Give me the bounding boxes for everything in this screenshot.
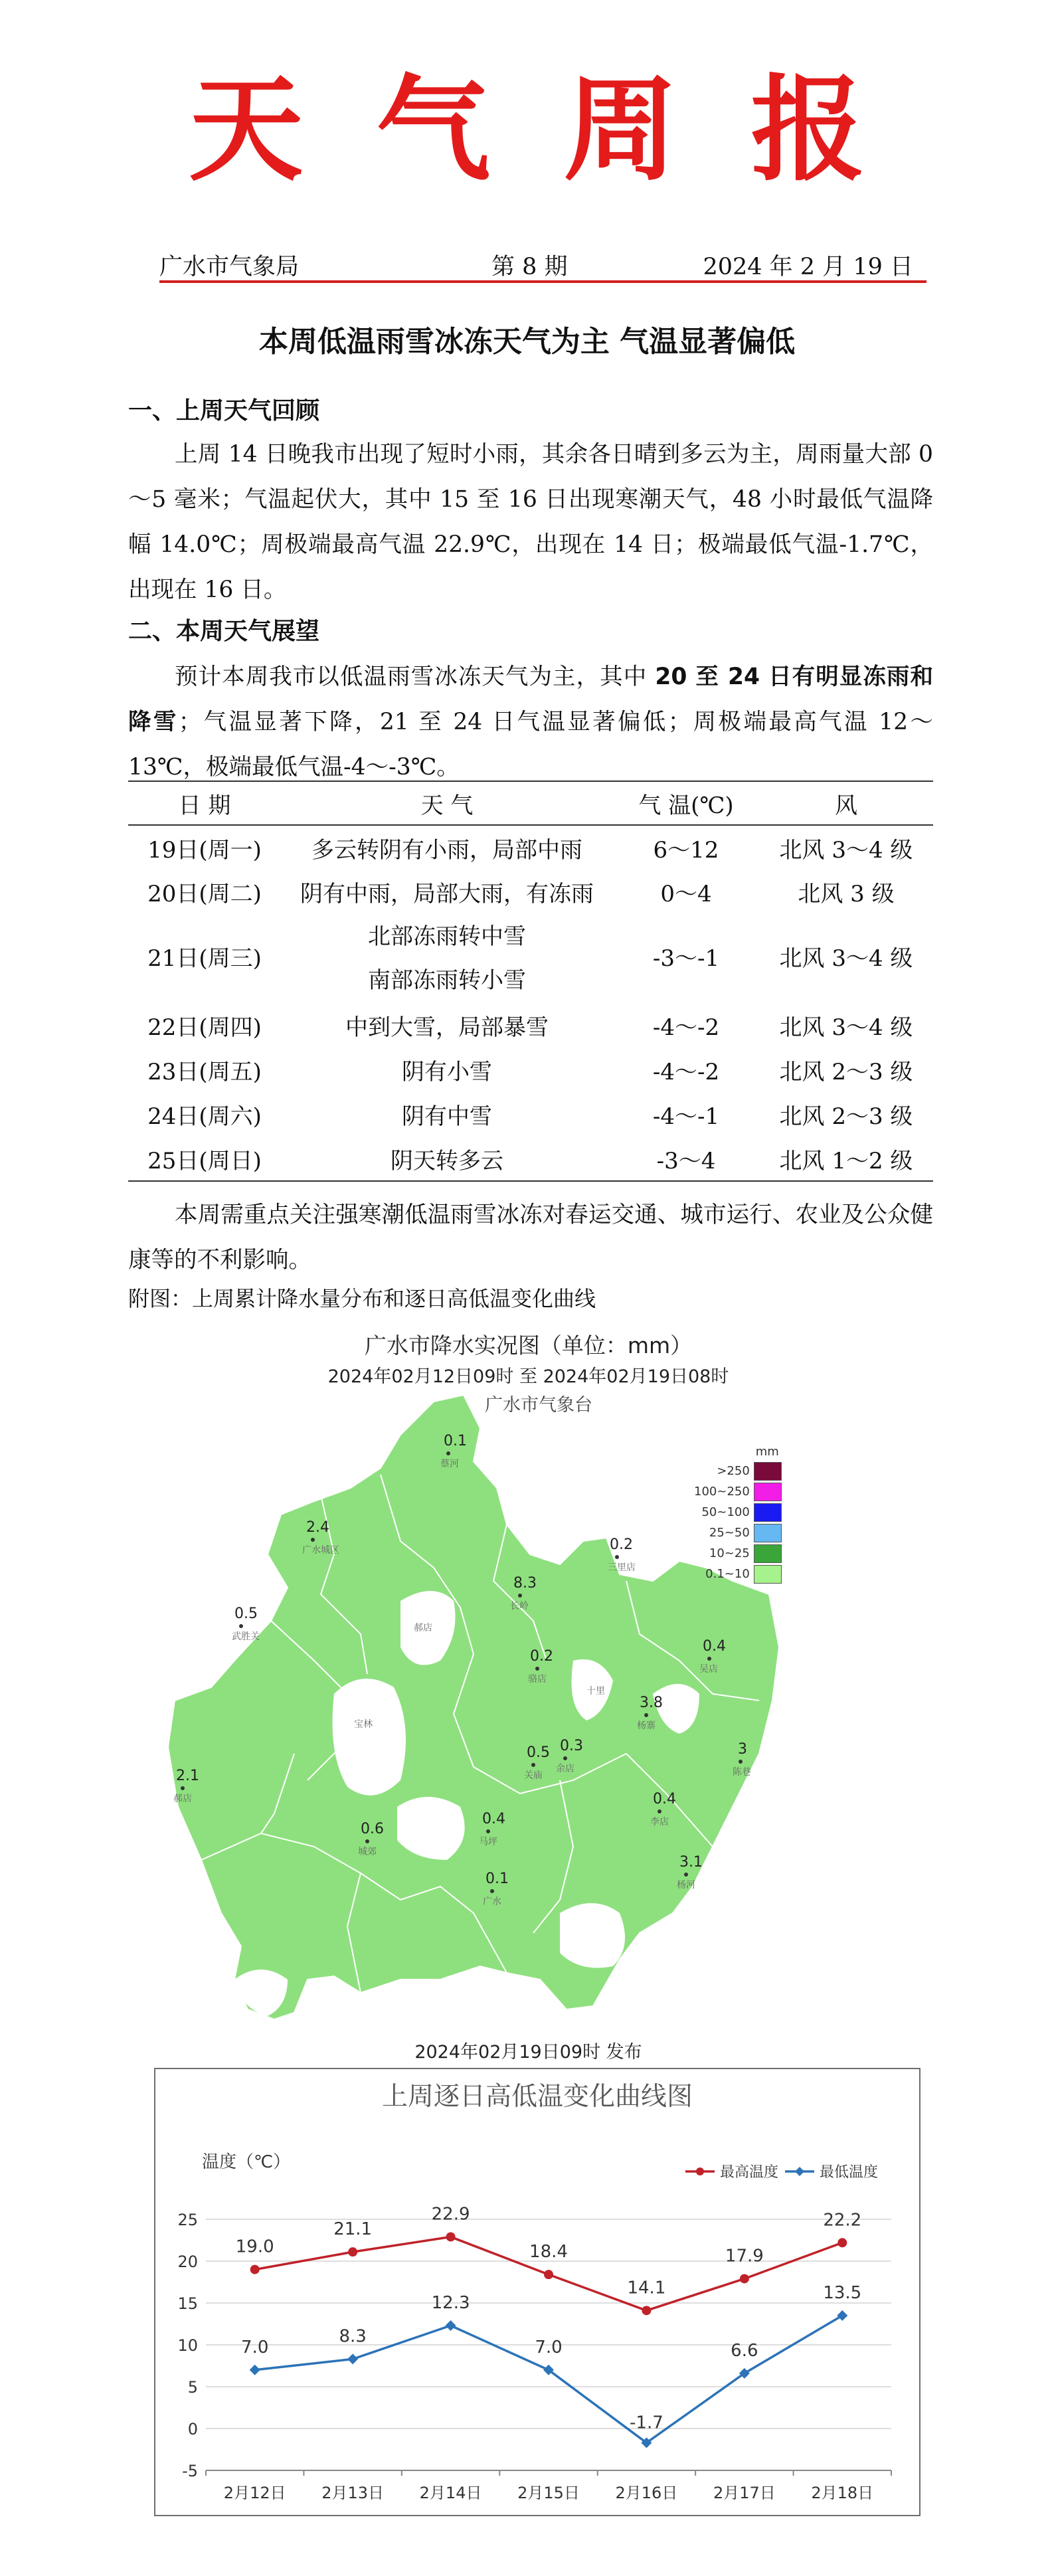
row-date: 22日(周四) — [147, 1014, 262, 1041]
data-label: 19.0 — [235, 2237, 274, 2257]
district-label: 十里 — [586, 1686, 605, 1697]
y-tick-label: 5 — [187, 2378, 198, 2397]
legend-label: 10~25 — [709, 1546, 750, 1560]
row-weather: 阴有中雪 — [402, 1103, 492, 1130]
svg-text:武胜关: 武胜关 — [232, 1631, 260, 1642]
precip-map-agency: 广水市气象台 — [485, 1395, 592, 1416]
header-date: 日 期 — [178, 792, 231, 819]
svg-text:0.5: 0.5 — [527, 1744, 550, 1761]
row-date: 21日(周三) — [147, 945, 262, 972]
table-row — [128, 825, 933, 870]
legend-swatch — [754, 1462, 782, 1481]
y-tick-label: 0 — [187, 2420, 198, 2438]
data-label: 22.9 — [431, 2204, 470, 2225]
data-label: 8.3 — [339, 2326, 367, 2347]
x-tick-label: 2月17日 — [713, 2484, 776, 2502]
legend-item — [694, 1564, 782, 1584]
report-title: 天气周报 — [189, 62, 938, 197]
x-tick-label: 2月18日 — [811, 2484, 874, 2502]
legend-item — [694, 1481, 782, 1502]
legend-item — [694, 1502, 782, 1522]
table-header-row — [128, 781, 933, 825]
svg-text:2.4: 2.4 — [306, 1519, 329, 1536]
data-label: 22.2 — [823, 2210, 862, 2231]
row-weather-line2: 南部冻雨转小雪 — [368, 967, 526, 994]
data-label: 13.5 — [823, 2282, 862, 2303]
row-wind: 北风 3 级 — [798, 881, 895, 907]
precip-map — [161, 1382, 895, 2039]
svg-text:杨寨: 杨寨 — [637, 1720, 656, 1731]
legend-swatch — [754, 1524, 782, 1542]
x-tick-label: 2月16日 — [615, 2484, 678, 2502]
row-weather: 多云转阴有小雨，局部中雨 — [311, 836, 582, 864]
row-date: 20日(周二) — [147, 881, 262, 907]
data-point-max — [544, 2270, 553, 2279]
outlook-text-part1: 预计本周我市以低温雨雪冰冻天气为主，其中 — [175, 664, 656, 690]
legend-unit: mm — [755, 1445, 779, 1459]
svg-text:0.3: 0.3 — [560, 1738, 583, 1754]
table-row — [128, 1092, 933, 1137]
row-temp: 0～4 — [660, 881, 712, 907]
legend-swatch — [754, 1565, 782, 1584]
issue-number: 第 8 期 — [491, 254, 568, 280]
station-wushengguan — [232, 1606, 260, 1642]
outlook-text-part2: ；气温显著下降，21 至 24 日气温显著偏低；周极端最高气温 12～13℃，极端最低气温-4～-3℃。 — [128, 709, 933, 781]
y-tick-label: 20 — [177, 2253, 198, 2271]
data-point-max — [642, 2306, 651, 2315]
svg-text:广水: 广水 — [483, 1896, 501, 1907]
data-label: 7.0 — [535, 2337, 563, 2357]
y-tick-label: 10 — [177, 2336, 198, 2355]
table-row — [128, 1137, 933, 1181]
precip-map-release: 2024年02月19日09时 发布 — [414, 2042, 642, 2063]
x-tick-label: 2月12日 — [223, 2484, 286, 2502]
row-temp: -3～-1 — [652, 945, 720, 972]
svg-text:郝店: 郝店 — [173, 1794, 192, 1804]
precip-map-period: 2024年02月12日09时 至 2024年02月19日08时 — [327, 1366, 729, 1387]
row-wind: 北风 2～3 级 — [779, 1103, 913, 1130]
data-label: -1.7 — [630, 2413, 663, 2433]
data-point-min — [837, 2310, 847, 2321]
legend-label: >250 — [717, 1464, 750, 1478]
svg-text:0.5: 0.5 — [234, 1606, 258, 1622]
row-weather-line1: 北部冻雨转中雪 — [368, 923, 526, 950]
svg-text:0.6: 0.6 — [361, 1821, 384, 1837]
row-temp: -4～-1 — [652, 1103, 720, 1130]
svg-text:8.3: 8.3 — [513, 1575, 537, 1592]
precip-map-title: 广水市降水实况图（单位：mm） — [364, 1333, 693, 1358]
row-wind: 北风 3～4 级 — [779, 945, 913, 972]
svg-text:2.1: 2.1 — [176, 1768, 199, 1784]
y-tick-label: 15 — [177, 2294, 198, 2313]
svg-text:城郊: 城郊 — [358, 1847, 377, 1857]
organization: 广水市气象局 — [159, 254, 300, 280]
legend-item — [694, 1461, 782, 1481]
svg-text:骆店: 骆店 — [528, 1674, 547, 1685]
data-point-max — [250, 2265, 260, 2274]
temp-chart-title: 上周逐日高低温变化曲线图 — [381, 2082, 693, 2112]
data-label: 7.0 — [241, 2337, 269, 2357]
x-tick-label: 2月14日 — [419, 2484, 482, 2502]
row-date: 24日(周六) — [147, 1103, 262, 1130]
svg-text:关庙: 关庙 — [524, 1770, 543, 1781]
svg-text:三里店: 三里店 — [608, 1562, 636, 1573]
closing-text: 本周需重点关注强寒潮低温雨雪冰冻对春运交通、城市运行、农业及公众健康等的不利影响。 — [128, 1202, 933, 1273]
legend-label: 25~50 — [709, 1526, 750, 1540]
row-wind: 北风 3～4 级 — [779, 836, 913, 864]
svg-text:0.1: 0.1 — [485, 1871, 509, 1887]
data-point-max — [837, 2238, 847, 2247]
header-temperature: 气 温(℃) — [638, 792, 734, 819]
svg-text:陈巷: 陈巷 — [733, 1767, 751, 1778]
svg-text:李店: 李店 — [650, 1817, 669, 1827]
legend-label: 100~250 — [694, 1485, 750, 1499]
forecast-table — [128, 781, 933, 1182]
issue-date: 2024 年 2 月 19 日 — [703, 254, 913, 280]
data-label: 12.3 — [431, 2293, 470, 2314]
svg-text:广水城区: 广水城区 — [302, 1545, 339, 1556]
legend-label: 50~100 — [701, 1505, 750, 1519]
svg-text:0.2: 0.2 — [610, 1536, 633, 1553]
row-wind: 北风 2～3 级 — [779, 1059, 913, 1085]
svg-text:0.4: 0.4 — [703, 1638, 726, 1655]
chart-ylabel: 温度（℃） — [202, 2152, 291, 2172]
row-temp: 6～12 — [653, 836, 719, 864]
legend-swatch — [754, 1544, 782, 1563]
svg-text:余店: 余店 — [556, 1764, 574, 1774]
svg-text:0.1: 0.1 — [444, 1433, 467, 1449]
section-review-text: 上周 14 日晚我市出现了短时小雨，其余各日晴到多云为主，周雨量大部 0～5 毫米；气温起伏大，其中 15 至 16 日出现寒潮天气，48 小时最低气温降幅 14.0℃；周极端最高气温 22.9℃，出现在 14 日；极端最低气温-1.7℃，出现在 16 日。 — [128, 441, 933, 603]
row-weather: 阴有中雨，局部大雨，有冻雨 — [300, 881, 594, 907]
svg-text:0.4: 0.4 — [482, 1811, 505, 1827]
section-outlook-text — [128, 654, 933, 790]
precip-legend — [694, 1445, 782, 1584]
svg-text:0.2: 0.2 — [530, 1648, 553, 1665]
row-date: 19日(周一) — [147, 836, 262, 864]
outlook-text-bold: 20 至 24 日有明显冻雨和降雪 — [128, 664, 934, 735]
temp-chart — [154, 2068, 921, 2516]
x-tick-label: 2月13日 — [321, 2484, 385, 2502]
data-label: 18.4 — [529, 2242, 568, 2262]
legend-swatch — [754, 1503, 782, 1522]
y-tick-label: 25 — [177, 2211, 198, 2229]
legend-marker — [696, 2167, 704, 2175]
legend-swatch — [754, 1483, 782, 1501]
legend-label: 0.1~10 — [705, 1567, 750, 1581]
legend-label: 最高温度 — [720, 2164, 779, 2181]
figure-caption: 附图：上周累计降水量分布和逐日高低温变化曲线 — [128, 1286, 596, 1311]
data-label: 17.9 — [725, 2246, 764, 2266]
district-label: 宝林 — [354, 1719, 373, 1730]
legend-label: 最低温度 — [820, 2164, 879, 2181]
row-weather: 阴天转多云 — [391, 1147, 503, 1174]
svg-text:马坪: 马坪 — [479, 1837, 497, 1847]
legend-item — [694, 1543, 782, 1564]
issue-info-bar — [159, 246, 926, 283]
section-review-heading: 一、上周天气回顾 — [128, 397, 320, 424]
row-wind: 北风 1～2 级 — [779, 1147, 913, 1174]
svg-text:3.8: 3.8 — [640, 1695, 663, 1711]
table-row — [128, 914, 933, 1003]
row-weather: 阴有小雪 — [402, 1059, 492, 1085]
data-point-max — [740, 2274, 749, 2283]
x-tick-label: 2月15日 — [517, 2484, 580, 2502]
headline: 本周低温雨雪冰冻天气为主 气温显著偏低 — [258, 325, 796, 359]
legend-item — [694, 1522, 782, 1543]
header-weather: 天 气 — [420, 792, 474, 819]
data-label: 14.1 — [627, 2278, 666, 2298]
svg-text:蔡河: 蔡河 — [440, 1459, 459, 1469]
data-label: 6.6 — [731, 2340, 758, 2361]
legend-marker — [795, 2167, 804, 2176]
data-point-min — [250, 2365, 260, 2375]
row-date: 25日(周日) — [147, 1147, 262, 1174]
data-label: 21.1 — [333, 2219, 373, 2240]
data-point-max — [446, 2232, 456, 2241]
svg-text:长岭: 长岭 — [510, 1601, 529, 1611]
table-row — [128, 870, 933, 914]
row-date: 23日(周五) — [147, 1059, 262, 1085]
row-temp: -4～-2 — [652, 1059, 720, 1085]
data-point-max — [348, 2247, 357, 2256]
row-weather: 中到大雪，局部暴雪 — [345, 1014, 549, 1041]
svg-text:杨河: 杨河 — [677, 1880, 695, 1890]
table-row — [128, 1003, 933, 1048]
svg-text:3: 3 — [738, 1741, 747, 1758]
y-tick-label: -5 — [182, 2462, 198, 2480]
row-temp: -4～-2 — [652, 1014, 720, 1041]
row-wind: 北风 3～4 级 — [779, 1014, 913, 1041]
data-point-min — [347, 2353, 358, 2364]
district-label: 郝店 — [414, 1623, 432, 1633]
row-weather — [281, 914, 613, 1003]
row-temp: -3～4 — [656, 1147, 716, 1174]
section-outlook-heading: 二、本周天气展望 — [128, 618, 320, 645]
table-row — [128, 1048, 933, 1092]
svg-text:0.4: 0.4 — [653, 1791, 676, 1807]
data-point-min — [446, 2320, 456, 2331]
svg-text:3.1: 3.1 — [679, 1854, 703, 1871]
svg-text:吴店: 吴店 — [699, 1664, 718, 1675]
header-wind: 风 — [835, 792, 857, 819]
